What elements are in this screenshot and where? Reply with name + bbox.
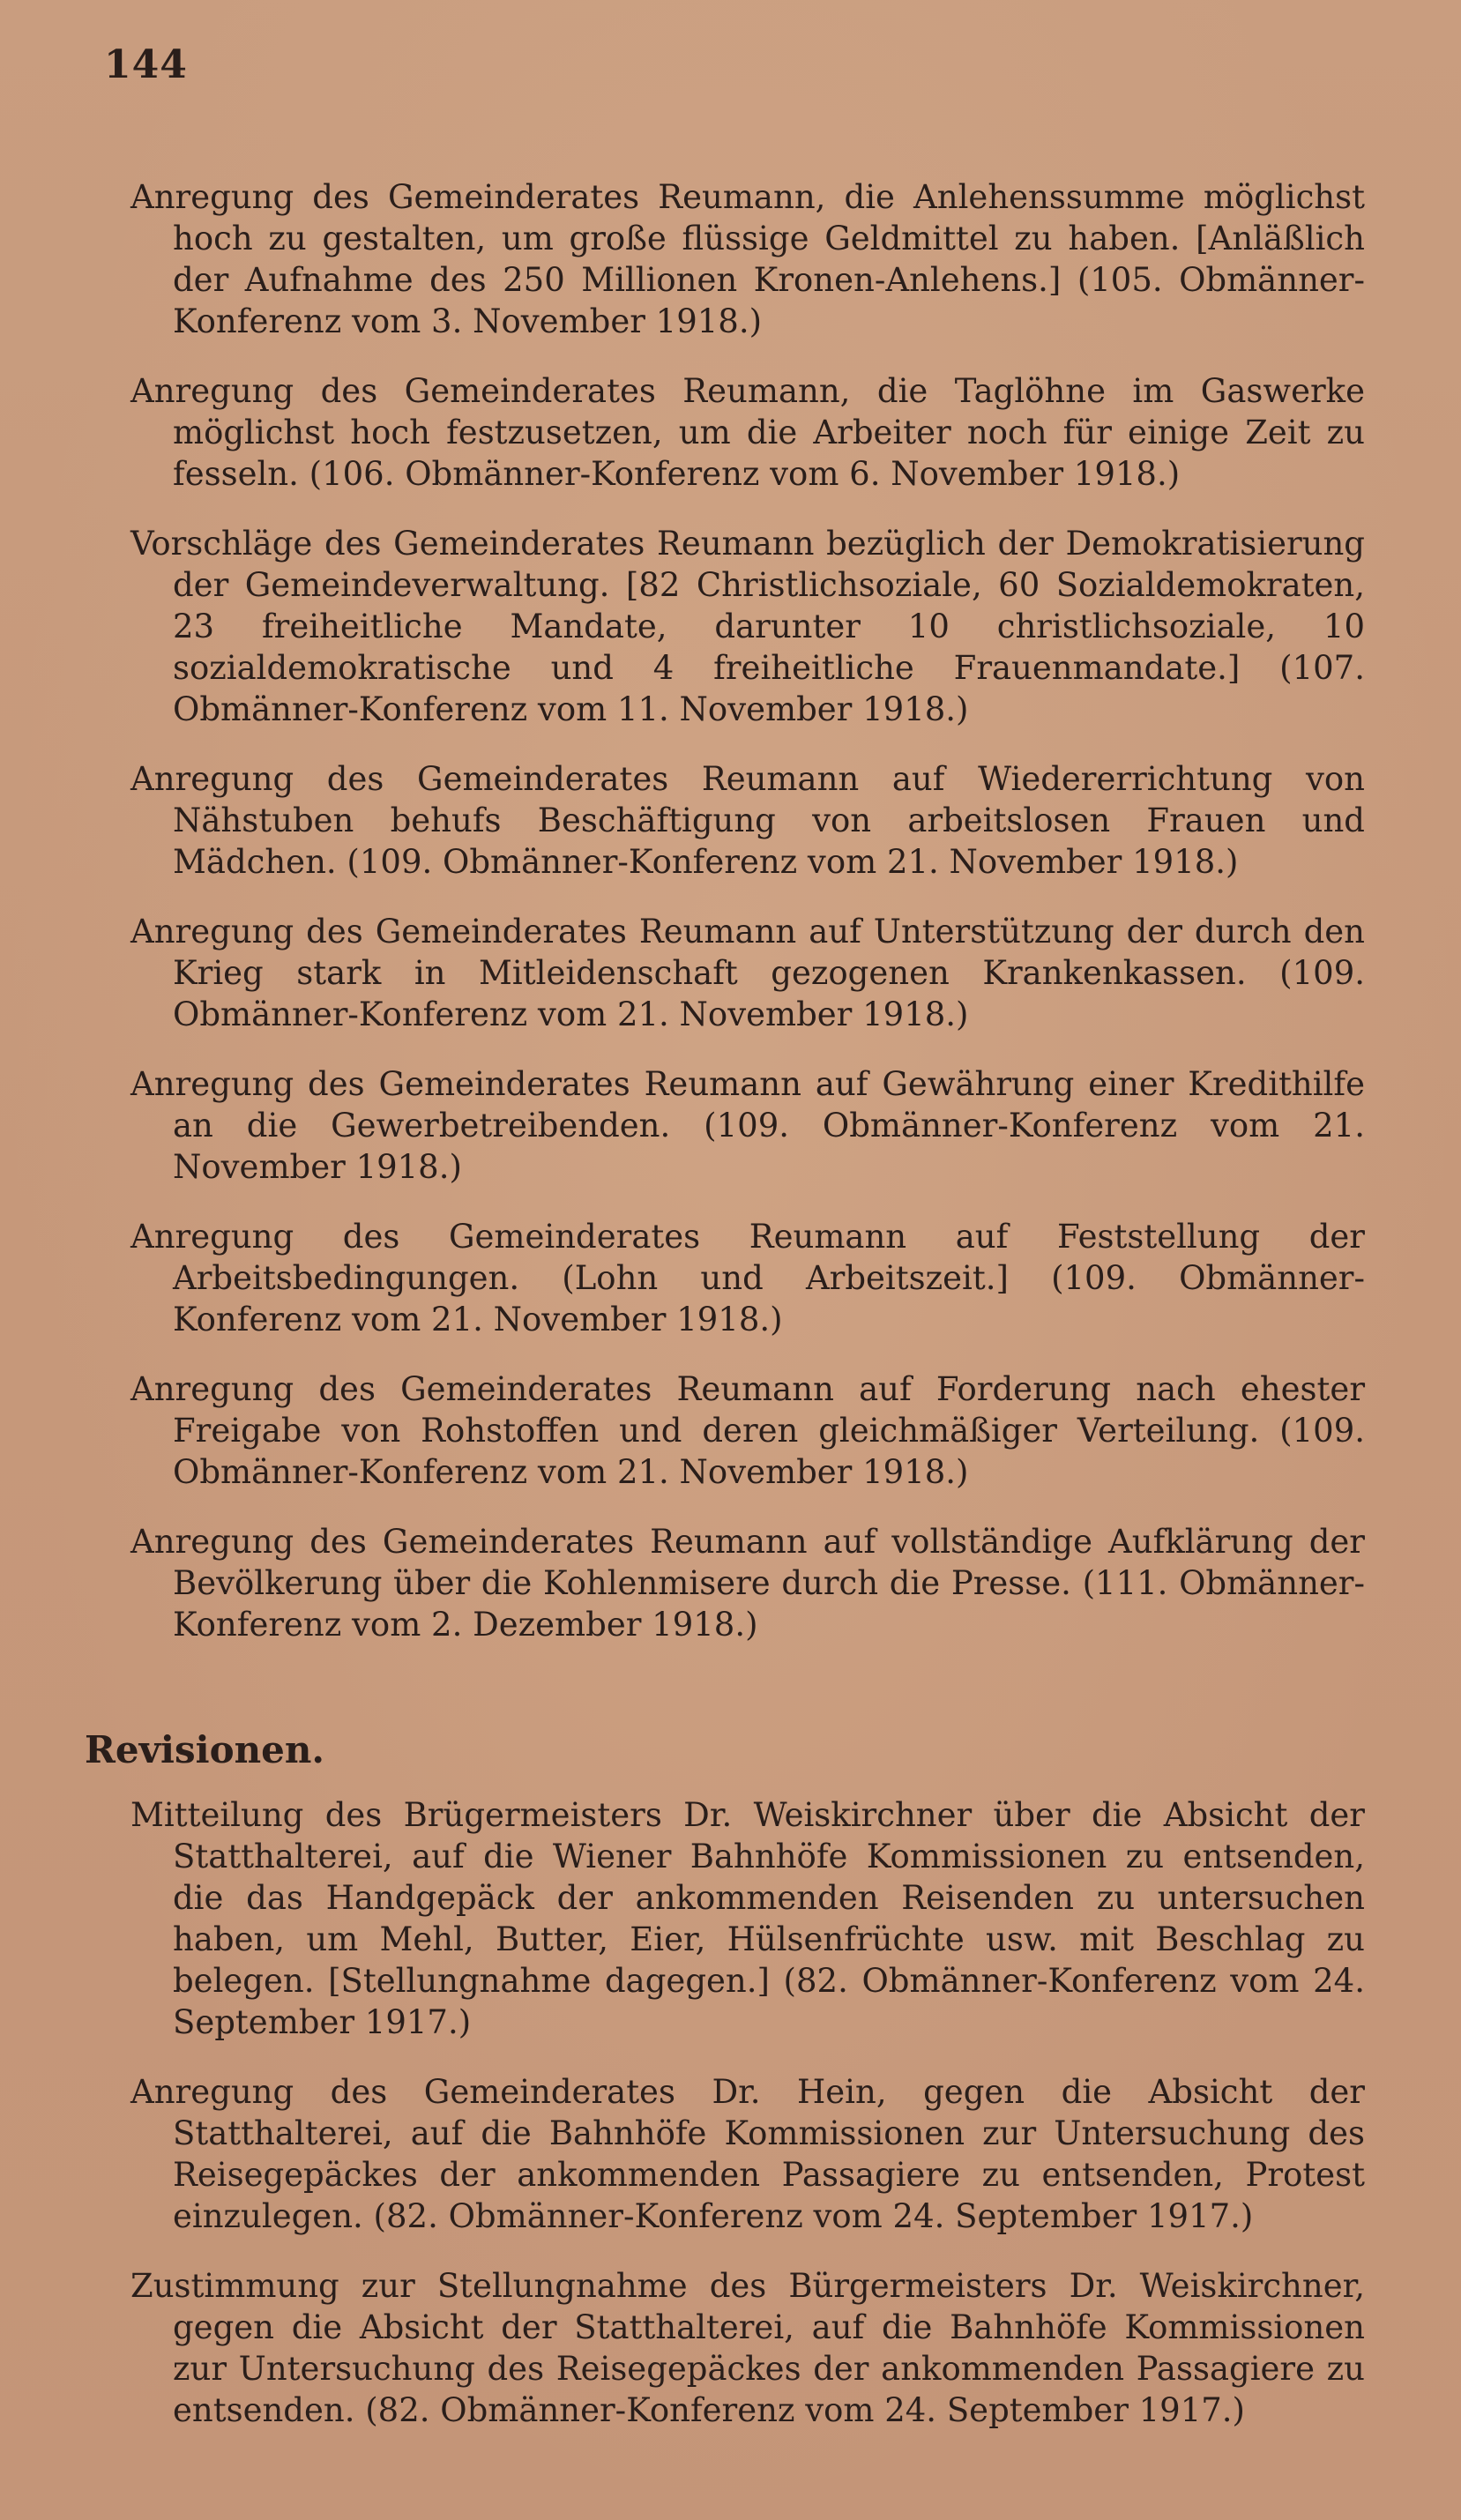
revisions-list bbox=[130, 1794, 1365, 2459]
list-item: Zustimmung zur Stellungnahme des Bürgermeisters Dr. Weiskirchner, gegen die Absicht der Statthalterei, auf die Bahnhöfe Kommissionen zur Untersuchung des Reisegepäckes der ankommenden Passagiere zu entsenden. (82. Obmänner-Konferenz vom 24. September 1917.) bbox=[130, 2267, 1365, 2429]
list-item: Anregung des Gemeinderates Reumann auf Feststellung der Arbeitsbedingungen. (Lohn und Arbeitszeit.] (109. Obmänner-Konferenz vom 21. November 1918.) bbox=[130, 1218, 1365, 1338]
list-item: Anregung des Gemeinderates Reumann auf Unterstützung der durch den Krieg stark in Mitleidenschaft gezogenen Krankenkassen. (109. Obmänner-Konferenz vom 21. November 1918.) bbox=[130, 913, 1365, 1033]
list-item: Mitteilung des Brügermeisters Dr. Weiskirchner über die Absicht der Statthalterei, auf die Wiener Bahnhöfe Kommissionen zu entsenden, die das Handgepäck der ankommenden Reisenden zu untersuchen haben, um Mehl, Butter, Eier, Hülsenfrüchte usw. mit Beschlag zu belegen. [Stellungnahme dagegen.] (82. Obmänner-Konferenz vom 24. September 1917.) bbox=[130, 1796, 1365, 2041]
page-number: 144 bbox=[104, 42, 188, 87]
list-item: Anregung des Gemeinderates Reumann auf Forderung nach ehester Freigabe von Rohstoffen und deren gleichmäßiger Verteilung. (109. Obmänner-Konferenz vom 21. November 1918.) bbox=[130, 1370, 1365, 1491]
list-item: Anregung des Gemeinderates Reumann auf Gewährung einer Kredithilfe an die Gewerbetreibenden. (109. Obmänner-Konferenz vom 21. November 1918.) bbox=[130, 1065, 1365, 1186]
list-item: Vorschläge des Gemeinderates Reumann bezüglich der Demokratisierung der Gemeindeverwaltung. [82 Christlichsoziale, 60 Sozialdemokraten, 23 freiheitliche Mandate, darunter 10 christlichsoziale, 10 sozialdemokratische und 4 freiheitliche Frauenmandate.] (107. Obmänner-Konferenz vom 11. November 1918.) bbox=[130, 525, 1365, 728]
section-heading: Revisionen. bbox=[85, 1728, 325, 1771]
list-item: Anregung des Gemeinderates Reumann auf Wiedererrichtung von Nähstuben behufs Beschäftigung von arbeitslosen Frauen und Mädchen. (109. Obmänner-Konferenz vom 21. November 1918.) bbox=[130, 760, 1365, 881]
entry-list bbox=[130, 176, 1365, 1674]
list-item: Anregung des Gemeinderates Reumann, die Anlehenssumme möglichst hoch zu gestalten, um große flüssige Geldmittel zu haben. [Anläßlich der Aufnahme des 250 Millionen Kronen-Anlehens.] (105. Obmänner-Konferenz vom 3. November 1918.) bbox=[130, 178, 1365, 340]
list-item: Anregung des Gemeinderates Reumann, die Taglöhne im Gaswerke möglichst hoch festzusetzen, um die Arbeiter noch für einige Zeit zu fesseln. (106. Obmänner-Konferenz vom 6. November 1918.) bbox=[130, 372, 1365, 493]
list-item: Anregung des Gemeinderates Dr. Hein, gegen die Absicht der Statthalterei, auf die Bahnhöfe Kommissionen zur Untersuchung des Reisegepäckes der ankommenden Passagiere zu entsenden, Protest einzulegen. (82. Obmänner-Konferenz vom 24. September 1917.) bbox=[130, 2073, 1365, 2235]
list-item: Anregung des Gemeinderates Reumann auf vollständige Aufklärung der Bevölkerung über die Kohlenmisere durch die Presse. (111. Obmänner-Konferenz vom 2. Dezember 1918.) bbox=[130, 1523, 1365, 1644]
